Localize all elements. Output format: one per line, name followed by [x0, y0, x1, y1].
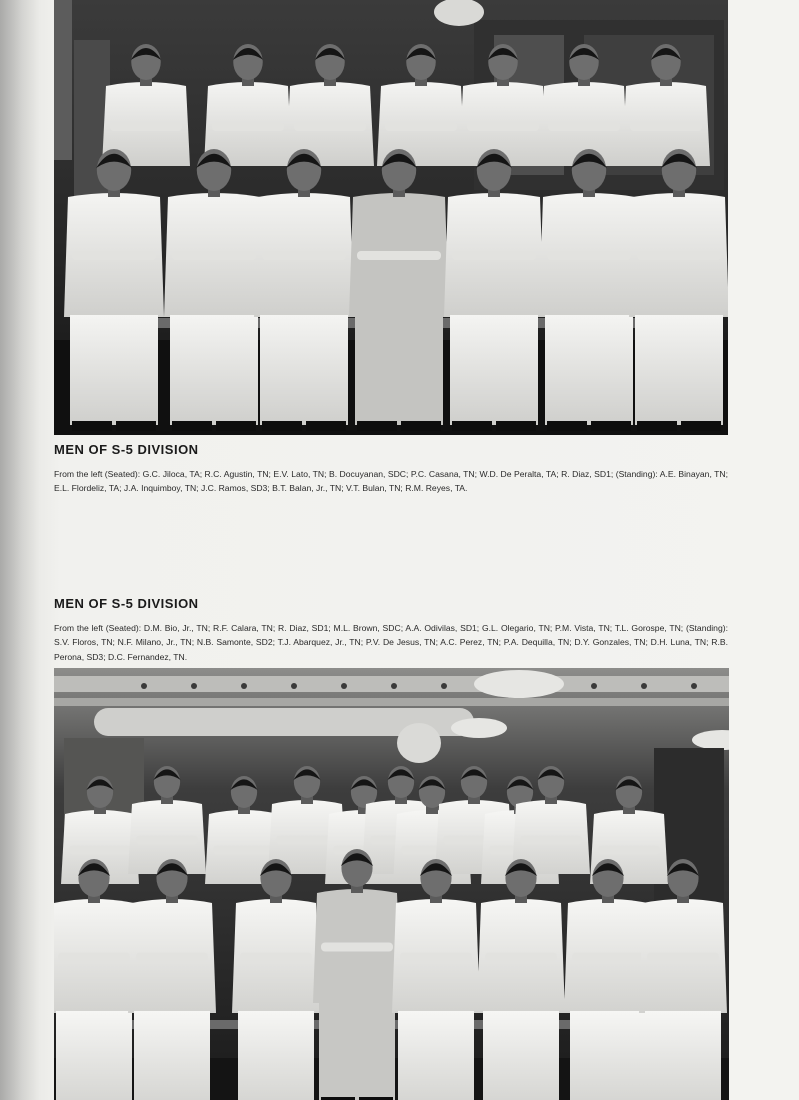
page-gutter-shadow [0, 0, 40, 1100]
photo-caption-bottom: From the left (Seated): D.M. Bio, Jr., TN; R.F. Calara, TN; R. Diaz, SD1; M.L. Brown, SDC; A.A. Odivilas, SD1; G.L. Olegario, TN; P.M. Vista, TN; T.L. Gorospe, TN; (Standing): S.V. Floros, TN; N.F. Milano, Jr., TN; N.B. Samonte, SD2; T.J. Abarquez, Jr., TN; P.V. De Jesus, TN; A.C. Perez, TN; P.A. Dequilla, TN; D.Y. Gonzales, TN; D.H. Luna, TN; R.B. Perona, SD3; D.C. Fernandez, TN. [54, 623, 728, 662]
section-heading-bottom: MEN OF S-5 DIVISION [54, 596, 199, 611]
section-heading-top: MEN OF S-5 DIVISION [54, 442, 199, 457]
group-photo-top [54, 0, 728, 435]
group-photo-bottom [54, 668, 729, 1100]
photo-caption-top: From the left (Seated): G.C. Jiloca, TA; R.C. Agustin, TN; E.V. Lato, TN; B. Docuyanan, SDC; P.C. Casana, TN; W.D. De Peralta, TA; R. Diaz, SD1; (Standing): A.E. Binayan, TN; E.L. Flordeliz, TA; J.A. Inquimboy, TN; J.C. Ramos, SD3; B.T. Balan, Jr., TN; V.T. Bulan, TN; R.M. Reyes, TA. [54, 469, 728, 494]
